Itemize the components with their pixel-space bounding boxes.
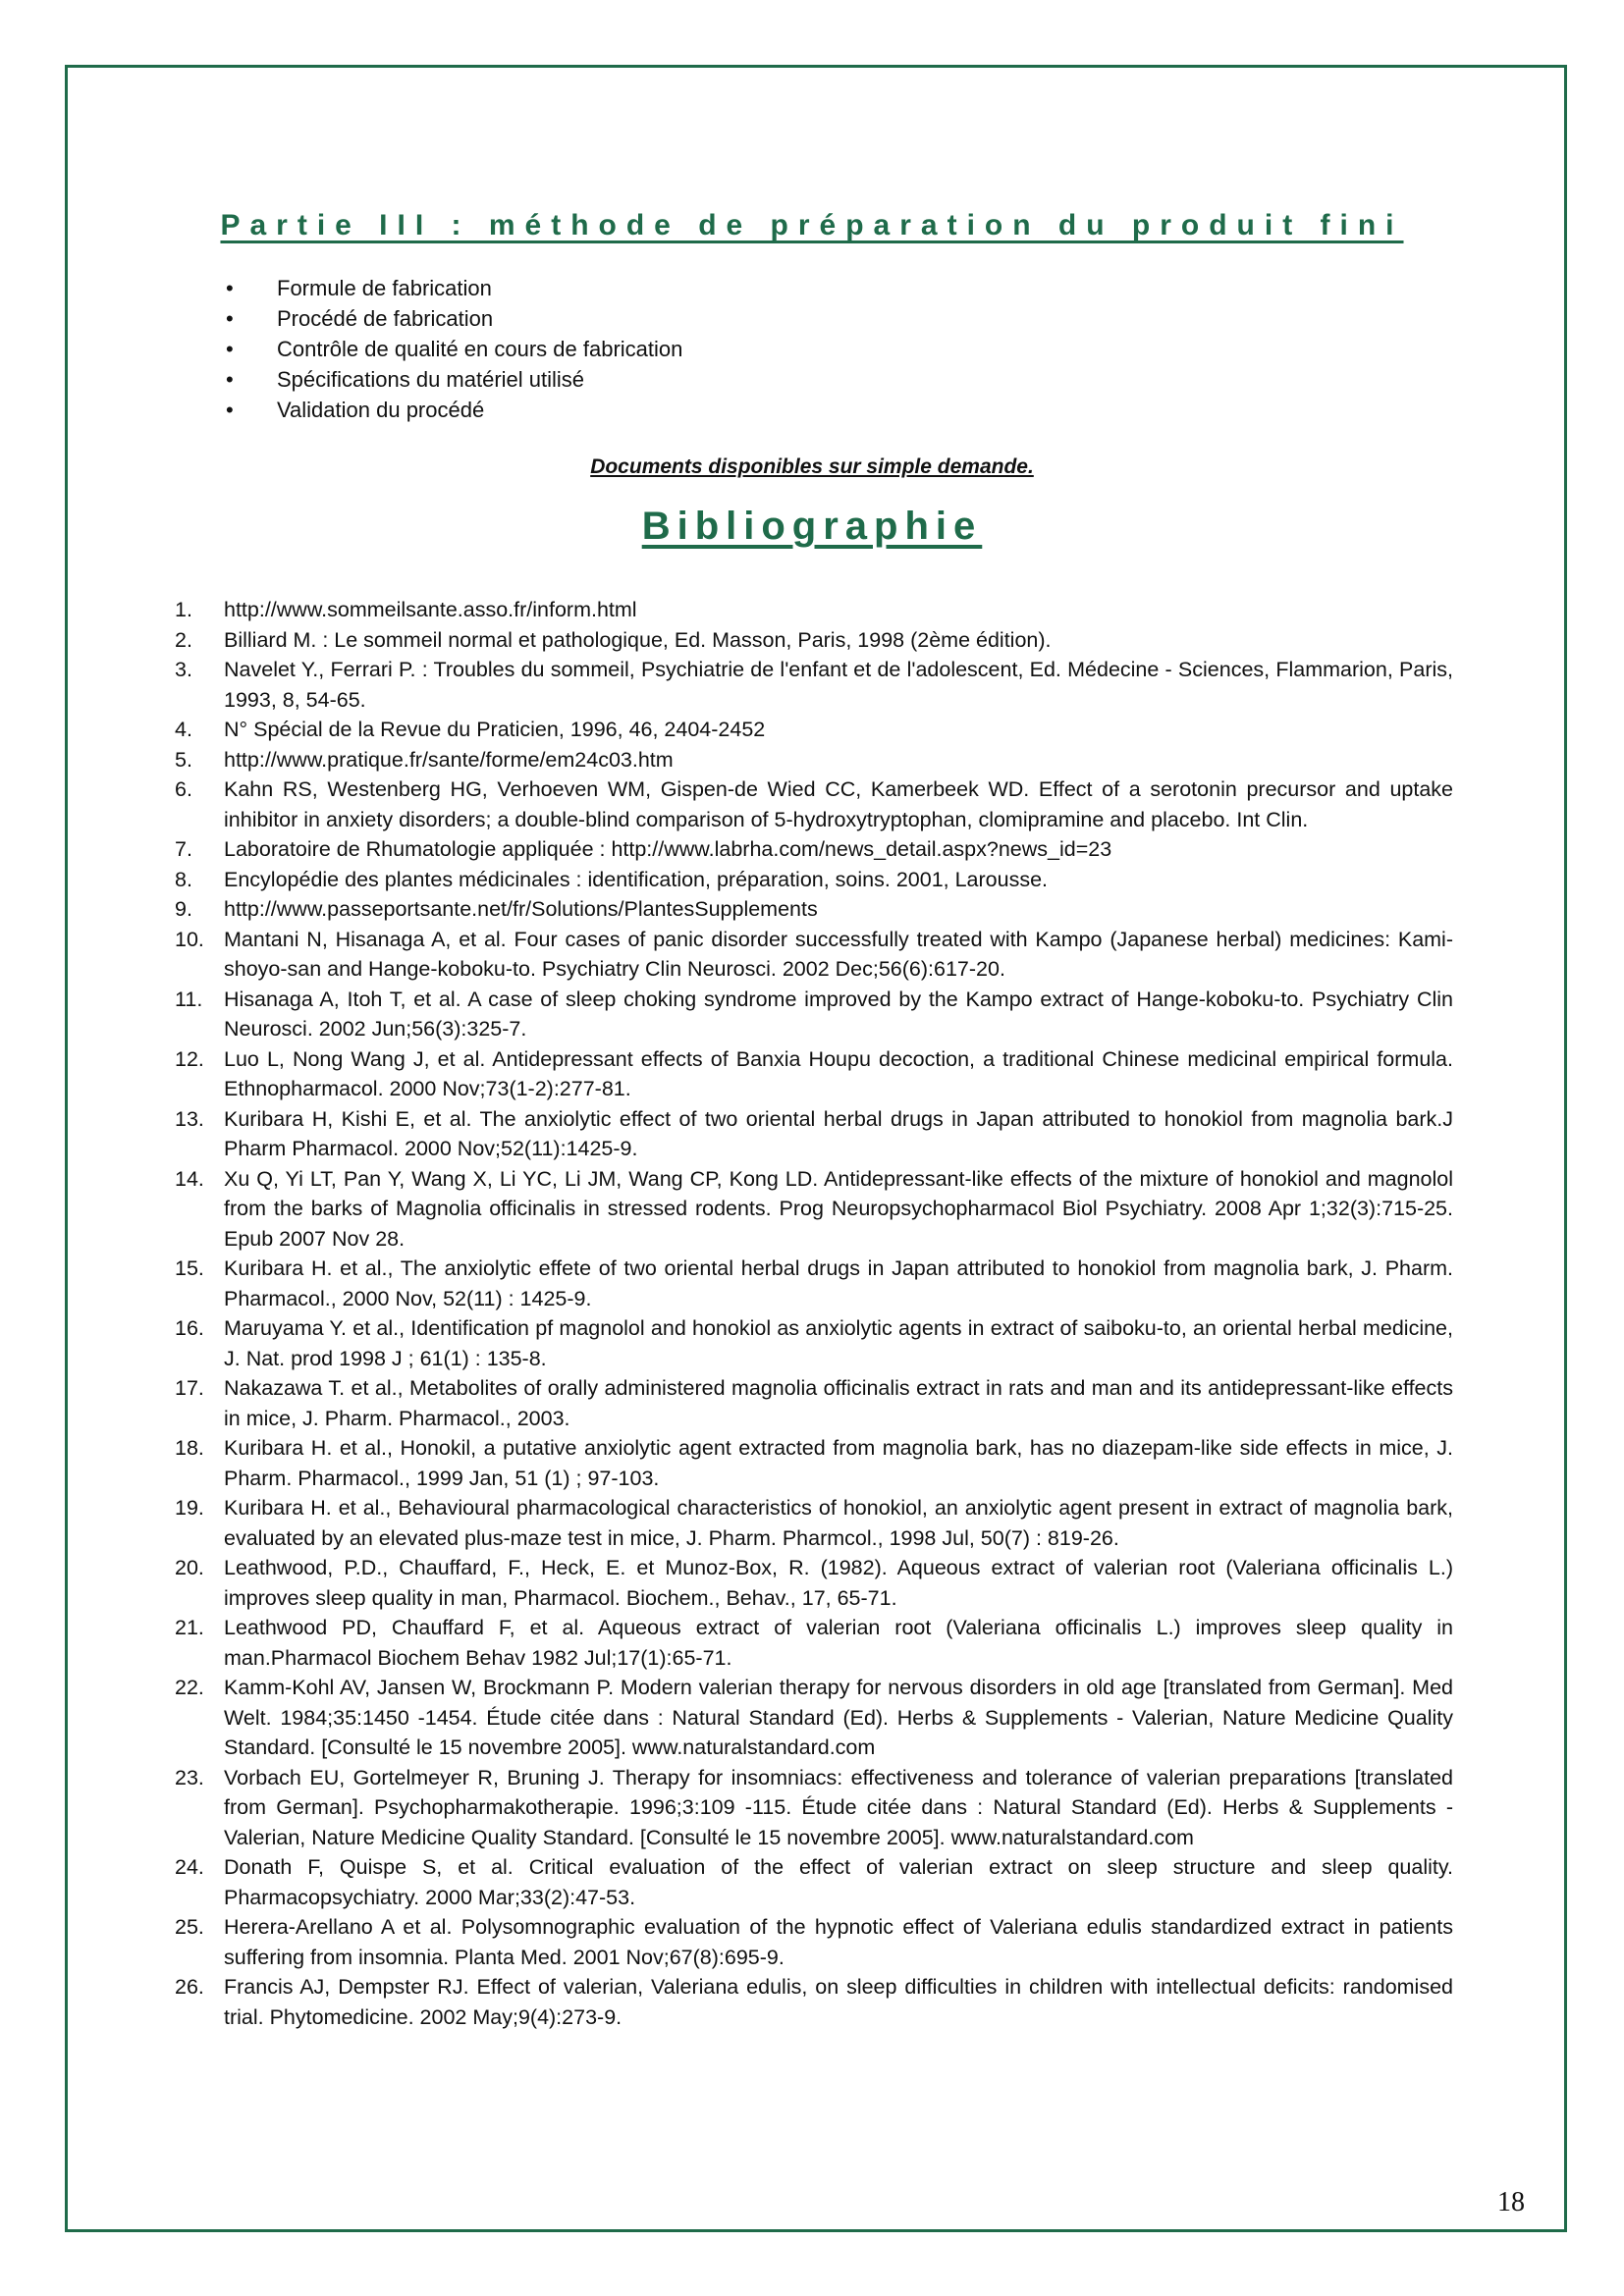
reference-text: Billiard M. : Le sommeil normal et pathologique, Ed. Masson, Paris, 1998 (2ème édition). (224, 627, 1052, 652)
reference-number: 17. (175, 1376, 204, 1400)
bullet-item: • Validation du procédé (222, 395, 682, 425)
reference-item (175, 715, 1453, 745)
reference-number: 15. (175, 1256, 204, 1280)
reference-number: 14. (175, 1166, 204, 1191)
reference-number: 25. (175, 1915, 204, 1939)
bibliography-title: Bibliographie (641, 505, 983, 548)
reference-number: 5. (175, 747, 192, 772)
reference-text: Vorbach EU, Gortelmeyer R, Bruning J. Therapy for insomniacs: effectiveness and tolerance of valerian preparations [translated from German]. Psychopharmakotherapie. 1996;3:109 -115. Étude citée dans : Natural Standard (Ed). Herbs & Supplements - Valerian, Nature Medicine Quality Standard. [Consulté le 15 novembre 2005]. www.naturalstandard.com (224, 1765, 1453, 1849)
reference-item (175, 1972, 1453, 2032)
reference-text: Kahn RS, Westenberg HG, Verhoeven WM, Gispen-de Wied CC, Kamerbeek WD. Effect of a serotonin precursor and uptake inhibitor in anxiety disorders; a double-blind comparison of 5-hydroxytryptophan, clomipramine and placebo. Int Clin. (224, 777, 1453, 831)
reference-item (175, 595, 1453, 625)
reference-item (175, 1044, 1453, 1104)
bullet-item: • Formule de fabrication (222, 273, 682, 303)
reference-item (175, 1912, 1453, 1972)
reference-item (175, 1433, 1453, 1493)
reference-text: N° Spécial de la Revue du Praticien, 1996, 46, 2404-2452 (224, 718, 766, 741)
reference-number: 11. (175, 987, 203, 1011)
reference-number: 12. (175, 1046, 204, 1071)
reference-text: http://www.pratique.fr/sante/forme/em24c03.htm (224, 747, 674, 772)
reference-text: Kuribara H. et al., Honokil, a putative anxiolytic agent extracted from magnolia bark, has no diazepam-like side effects in mice, J. Pharm. Pharmacol., 1999 Jan, 51 (1) ; 97-103. (224, 1436, 1453, 1490)
reference-item (175, 985, 1453, 1044)
reference-text: Mantani N, Hisanaga A, et al. Four cases of panic disorder successfully treated with Kampo (Japanese herbal) medicines: Kami-shoyo-san and Hange-koboku-to. Psychiatry Clin Neurosci. 2002 Dec;56(6):617-20. (224, 927, 1453, 981)
reference-number: 26. (175, 1975, 204, 1999)
reference-text: Leathwood, P.D., Chauffard, F., Heck, E. et Munoz-Box, R. (1982). Aqueous extract of valerian root (Valeriana officinalis L.) improves sleep quality in man, Pharmacol. Biochem., Behav., 17, 65-71. (224, 1556, 1453, 1610)
reference-number: 6. (175, 777, 192, 801)
reference-item (175, 655, 1453, 715)
reference-number: 8. (175, 867, 192, 891)
reference-item (175, 1493, 1453, 1553)
reference-number: 10. (175, 927, 204, 951)
reference-number: 7. (175, 837, 192, 861)
reference-text: Kuribara H. et al., Behavioural pharmacological characteristics of honokiol, an anxiolytic agent present in extract of magnolia bark, evaluated by an elevated plus-maze test in mice, J. Pharm. Pharmcol., 1998 Jul, 50(7) : 819-26. (224, 1496, 1453, 1550)
page-number: 18 (1497, 2187, 1525, 2217)
reference-item (175, 894, 1453, 925)
reference-text: Francis AJ, Dempster RJ. Effect of valerian, Valeriana edulis, on sleep difficulties in children with intellectual deficits: randomised trial. Phytomedicine. 2002 May;9(4):273-9. (224, 1975, 1453, 2029)
reference-list (175, 595, 1453, 2032)
reference-text: Kuribara H. et al., The anxiolytic effete of two oriental herbal drugs in Japan attributed to honokiol from magnolia bark, J. Pharm. Pharmacol., 2000 Nov, 52(11) : 1425-9. (224, 1256, 1453, 1310)
bullet-item: • Procédé de fabrication (222, 303, 682, 334)
reference-text: Luo L, Nong Wang J, et al. Antidepressant effects of Banxia Houpu decoction, a traditional Chinese medicinal empirical formula. Ethnopharmacol. 2000 Nov;73(1-2):277-81. (224, 1046, 1453, 1100)
reference-item (175, 1673, 1453, 1763)
reference-number: 23. (175, 1765, 204, 1789)
reference-item (175, 745, 1453, 775)
reference-text: Hisanaga A, Itoh T, et al. A case of sleep choking syndrome improved by the Kampo extract of Hange-koboku-to. Psychiatry Clin Neurosci. 2002 Jun;56(3):325-7. (224, 987, 1453, 1041)
reference-text: Laboratoire de Rhumatologie appliquée : http://www.labrha.com/news_detail.aspx?news_id=23 (224, 837, 1112, 861)
reference-item (175, 834, 1453, 865)
reference-item (175, 1373, 1453, 1433)
reference-number: 4. (175, 718, 192, 741)
reference-text: Nakazawa T. et al., Metabolites of orally administered magnolia officinalis extract in rats and man and its antidepressant-like effects in mice, J. Pharm. Pharmacol., 2003. (224, 1376, 1453, 1430)
reference-text: Kamm-Kohl AV, Jansen W, Brockmann P. Modern valerian therapy for nervous disorders in old age [translated from German]. Med Welt. 1984;35:1450 -1454. Étude citée dans : Natural Standard (Ed). Herbs & Supplements - Valerian, Nature Medicine Quality Standard. [Consulté le 15 novembre 2005]. www.naturalstandard.com (224, 1676, 1453, 1759)
reference-number: 24. (175, 1855, 204, 1879)
bullet-list (222, 273, 682, 425)
reference-number: 18. (175, 1436, 204, 1460)
reference-item (175, 1313, 1453, 1373)
reference-text: Xu Q, Yi LT, Pan Y, Wang X, Li YC, Li JM, Wang CP, Kong LD. Antidepressant-like effects of the mixture of honokiol and magnolol from the barks of Magnolia officinalis in stressed rodents. Prog Neuropsychopharmacol Biol Psychiatry. 2008 Apr 1;32(3):715-25. Epub 2007 Nov 28. (224, 1166, 1453, 1251)
reference-text: Kuribara H, Kishi E, et al. The anxiolytic effect of two oriental herbal drugs in Japan attributed to honokiol from magnolia bark.J Pharm Pharmacol. 2000 Nov;52(11):1425-9. (224, 1106, 1453, 1160)
reference-number: 1. (175, 598, 192, 621)
reference-item (175, 865, 1453, 895)
reference-number: 3. (175, 658, 192, 681)
reference-item (175, 925, 1453, 985)
reference-item (175, 1164, 1453, 1255)
reference-item (175, 1613, 1453, 1673)
reference-number: 13. (175, 1106, 204, 1131)
reference-text: Leathwood PD, Chauffard F, et al. Aqueous extract of valerian root (Valeriana officinalis L.) improves sleep quality in man.Pharmacol Biochem Behav 1982 Jul;17(1):65-71. (224, 1616, 1453, 1670)
bullet-item: • Contrôle de qualité en cours de fabrication (222, 334, 682, 364)
reference-text: http://www.passeportsante.net/fr/Solutions/PlantesSupplements (224, 897, 818, 921)
reference-item (175, 1852, 1453, 1912)
reference-text: Encylopédie des plantes médicinales : identification, préparation, soins. 2001, Larousse. (224, 867, 1049, 891)
reference-text: Donath F, Quispe S, et al. Critical evaluation of the effect of valerian extract on sleep structure and sleep quality. Pharmacopsychiatry. 2000 Mar;33(2):47-53. (224, 1855, 1453, 1909)
reference-number: 2. (175, 627, 192, 652)
reference-text: Maruyama Y. et al., Identification pf magnolol and honokiol as anxiolytic agents in extract of saiboku-to, an oriental herbal medicine, J. Nat. prod 1998 J ; 61(1) : 135-8. (224, 1316, 1453, 1370)
reference-text: Navelet Y., Ferrari P. : Troubles du sommeil, Psychiatrie de l'enfant et de l'adolescent, Ed. Médecine - Sciences, Flammarion, Paris, 1993, 8, 54-65. (224, 658, 1453, 712)
reference-item (175, 1553, 1453, 1613)
availability-note: Documents disponibles sur simple demande. (590, 455, 1034, 478)
reference-item (175, 625, 1453, 656)
reference-item (175, 1104, 1453, 1164)
reference-text: http://www.sommeilsante.asso.fr/inform.html (224, 598, 637, 621)
reference-item (175, 1763, 1453, 1853)
reference-number: 22. (175, 1676, 204, 1699)
reference-number: 20. (175, 1556, 204, 1579)
reference-number: 19. (175, 1496, 204, 1520)
reference-text: Herera-Arellano A et al. Polysomnographic evaluation of the hypnotic effect of Valeriana edulis standardized extract in patients suffering from insomnia. Planta Med. 2001 Nov;67(8):695-9. (224, 1915, 1453, 1969)
reference-number: 21. (175, 1616, 204, 1639)
bullet-item: • Spécifications du matériel utilisé (222, 364, 682, 395)
section-title: Partie III : méthode de préparation du produit fini (220, 209, 1404, 241)
reference-item (175, 1254, 1453, 1313)
reference-number: 16. (175, 1316, 204, 1340)
reference-number: 9. (175, 897, 192, 921)
reference-item (175, 774, 1453, 834)
